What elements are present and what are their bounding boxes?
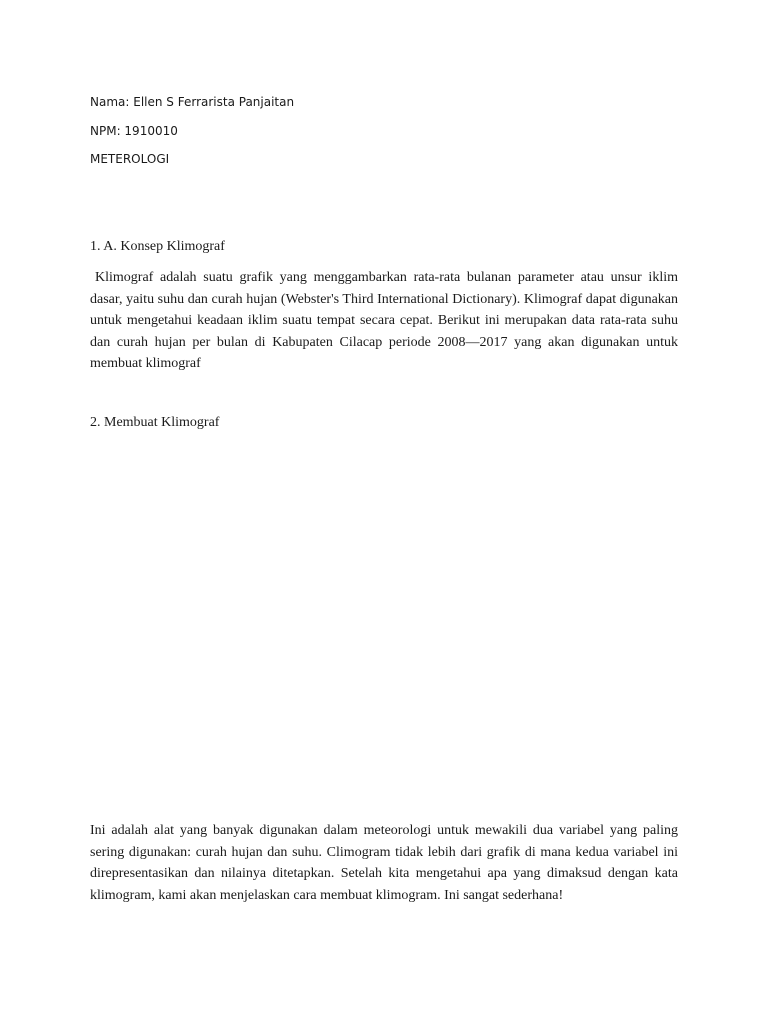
section-1-heading: 1. A. Konsep Klimograf — [90, 239, 225, 254]
section-2-paragraph: Ini adalah alat yang banyak digunakan dalam meteorologi untuk mewakili dua variabel yang paling sering digunakan: curah hujan dan suhu. Climogram tidak lebih dari grafik di mana kedua variabel ini direpresentasikan dan nilainya ditetapkan. Setelah kita mengetahui apa yang dimaksud dengan kata klimogram, kami akan menjelaskan cara membuat klimogram. Ini sangat sederhana! — [90, 823, 678, 903]
section-2-heading: 2. Membuat Klimograf — [90, 415, 220, 430]
student-name-line: Nama: Ellen S Ferrarista Panjaitan — [90, 95, 295, 109]
student-npm-line: NPM: 1910010 — [90, 124, 178, 138]
section-1-paragraph: Klimograf adalah suatu grafik yang menggambarkan rata-rata bulanan parameter atau unsur iklim dasar, yaitu suhu dan curah hujan (Webster's Third International Dictionary). Klimograf dapat digunakan untuk mengetahui keadaan iklim suatu tempat secara cepat. Berikut ini merupakan data rata-rata suhu dan curah hujan per bulan di Kabupaten Cilacap periode 2008—2017 yang akan digunakan untuk membuat klimograf — [90, 270, 678, 371]
subject-line: METEROLOGI — [90, 152, 170, 166]
